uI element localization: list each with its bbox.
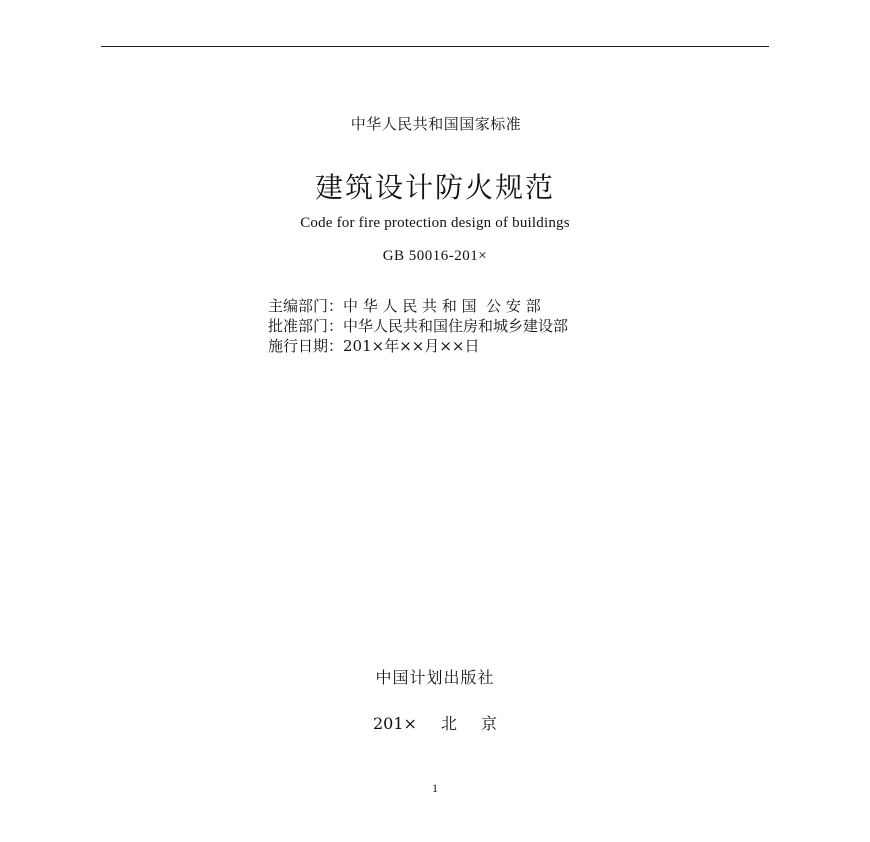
publication-city-char-2: 京 (480, 714, 497, 733)
approver-row (268, 316, 568, 336)
effective-date-label: 施行日期： (268, 337, 344, 355)
effective-date-row (268, 336, 568, 356)
document-title: 建筑设计防火规范 (314, 171, 555, 204)
approver-value: 中华人民共和国住房和城乡建设部 (343, 317, 569, 335)
metadata-block (268, 296, 568, 356)
standard-number: GB 50016-201× (382, 248, 488, 264)
editor-value: 中 华 人 民 共 和 国 公 安 部 (343, 297, 541, 315)
page-number: 1 (432, 781, 438, 795)
header-rule (101, 46, 769, 47)
effective-date-value: 201×年××月××日 (343, 337, 480, 355)
publication-city-char-1: 北 (440, 714, 457, 733)
editor-label: 主编部门： (268, 297, 344, 315)
editor-row (268, 296, 568, 316)
approver-label: 批准部门： (268, 317, 344, 335)
publisher: 中国计划出版社 (375, 668, 495, 687)
document-title-english: Code for fire protection design of buildings (300, 215, 570, 231)
publication-year: 201× (373, 714, 417, 733)
standard-series: 中华人民共和国国家标准 (350, 115, 522, 133)
publication-place-year (0, 711, 870, 734)
